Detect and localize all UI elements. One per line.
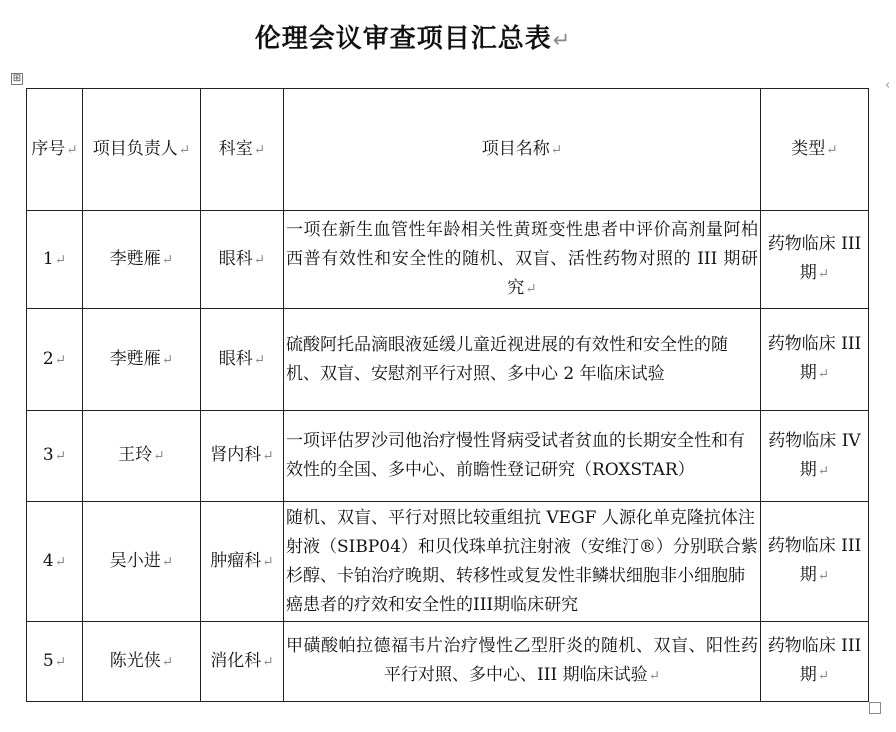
paragraph-mark: ↵ [552, 28, 572, 52]
table-move-handle-icon[interactable]: ⊞ [12, 73, 22, 84]
table-row [27, 622, 869, 702]
cell-pi: 陈光侠↵ [83, 622, 201, 702]
cell-no: 4↵ [27, 502, 83, 622]
cell-dept: 肿瘤科↵ [201, 502, 284, 622]
table-row [27, 211, 869, 309]
cell-dept: 消化科↵ [201, 622, 284, 702]
cell-dept: 眼科↵ [201, 309, 284, 411]
header-cell-no: 序号↵ [27, 89, 83, 211]
cell-dept: 眼科↵ [201, 211, 284, 309]
header-cell-pi: 项目负责人↵ [83, 89, 201, 211]
table-row [27, 411, 869, 502]
cell-no: 3↵ [27, 411, 83, 502]
table-header-row [27, 89, 869, 211]
cell-type: 药物临床 III 期↵ [761, 502, 869, 622]
header-cell-project: 项目名称↵ [284, 89, 761, 211]
cell-no: 5↵ [27, 622, 83, 702]
table-row [27, 502, 869, 622]
table-row [27, 309, 869, 411]
cell-dept: 肾内科↵ [201, 411, 284, 502]
margin-arrow-icon: ‹ [885, 78, 891, 93]
cell-project: 一项评估罗沙司他治疗慢性肾病受试者贫血的长期安全性和有效性的全国、多中心、前瞻性登记研究（ROXSTAR） [284, 411, 761, 502]
header-cell-type: 类型↵ [761, 89, 869, 211]
cell-pi: 李甦雁↵ [83, 309, 201, 411]
cell-project: 甲磺酸帕拉德福韦片治疗慢性乙型肝炎的随机、双盲、阳性药平行对照、多中心、III 期临床试验↵ [284, 622, 761, 702]
cell-project: 硫酸阿托品滴眼液延缓儿童近视进展的有效性和安全性的随机、双盲、安慰剂平行对照、多中心 2 年临床试验 [284, 309, 761, 411]
header-cell-dept: 科室↵ [201, 89, 284, 211]
cell-pi: 李甦雁↵ [83, 211, 201, 309]
cell-type: 药物临床 III 期↵ [761, 211, 869, 309]
cell-pi: 吴小进↵ [83, 502, 201, 622]
cell-project: 一项在新生血管性年龄相关性黄斑变性患者中评价高剂量阿柏西普有效性和安全性的随机、双盲、活性药物对照的 III 期研究↵ [284, 211, 761, 309]
review-summary-table [26, 88, 869, 702]
table-resize-handle[interactable] [869, 702, 881, 714]
cell-pi: 王玲↵ [83, 411, 201, 502]
cell-project: 随机、双盲、平行对照比较重组抗 VEGF 人源化单克隆抗体注射液（SIBP04）和贝伐珠单抗注射液（安维汀®）分别联合紫杉醇、卡铂治疗晚期、转移性或复发性非鳞状细胞非小细胞肺癌患者的疗效和安全性的III期临床研究 [284, 502, 761, 622]
document-title [0, 18, 826, 55]
title-text: 伦理会议审查项目汇总表 [254, 24, 552, 54]
cell-type: 药物临床 IV 期↵ [761, 411, 869, 502]
cell-type: 药物临床 III 期↵ [761, 622, 869, 702]
cell-type: 药物临床 III 期↵ [761, 309, 869, 411]
cell-no: 2↵ [27, 309, 83, 411]
cell-no: 1↵ [27, 211, 83, 309]
